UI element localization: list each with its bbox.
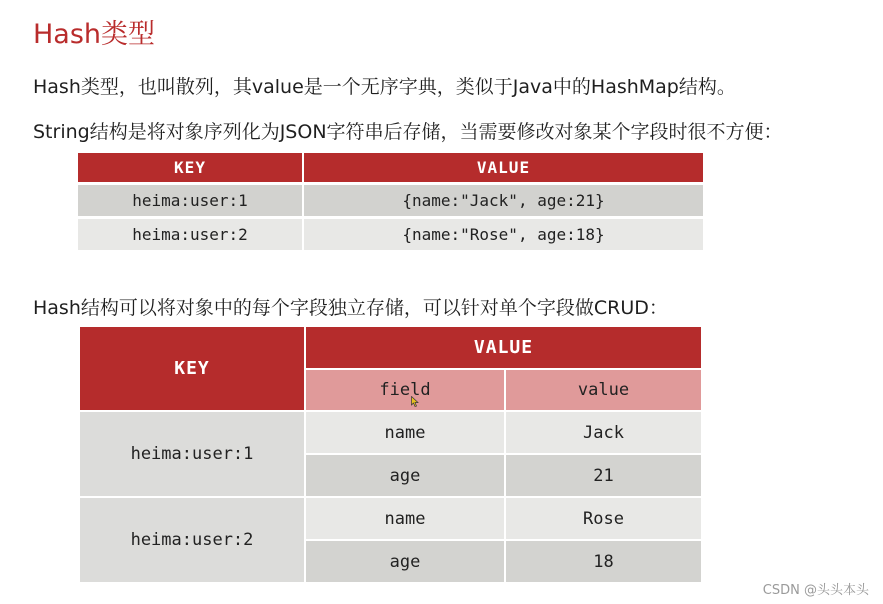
key-cell: heima:user:1 <box>79 411 305 497</box>
page-title: Hash类型 <box>33 19 156 50</box>
table-row <box>78 184 703 218</box>
value-header: VALUE <box>303 153 703 184</box>
field-cell: age <box>305 454 505 497</box>
value-cell: Jack <box>505 411 702 454</box>
field-subheader: field <box>305 369 505 411</box>
key-header: KEY <box>78 153 303 184</box>
hash-paragraph: Hash结构可以将对象中的每个字段独立存储，可以针对单个字段做CRUD： <box>33 297 668 319</box>
table-header-row <box>79 326 702 369</box>
table-row <box>79 411 702 454</box>
value-header: VALUE <box>305 326 702 369</box>
string-paragraph: String结构是将对象序列化为JSON字符串后存储，当需要修改对象某个字段时很不方便： <box>33 121 783 143</box>
value-cell: 21 <box>505 454 702 497</box>
value-cell: 18 <box>505 540 702 583</box>
value-cell: Rose <box>505 497 702 540</box>
value-subheader: value <box>505 369 702 411</box>
table-row <box>79 497 702 540</box>
string-structure-table <box>78 153 703 253</box>
key-cell: heima:user:2 <box>79 497 305 583</box>
table-header-row <box>78 153 703 184</box>
intro-paragraph: Hash类型，也叫散列，其value是一个无序字典，类似于Java中的HashMap结构。 <box>33 76 736 98</box>
key-cell: heima:user:1 <box>78 184 303 218</box>
value-cell: {name:"Jack", age:21} <box>303 184 703 218</box>
hash-structure-table <box>78 325 703 584</box>
key-cell: heima:user:2 <box>78 218 303 252</box>
watermark: CSDN @头头本头 <box>762 583 869 598</box>
table-row <box>78 218 703 252</box>
value-cell: {name:"Rose", age:18} <box>303 218 703 252</box>
field-cell: name <box>305 497 505 540</box>
field-cell: name <box>305 411 505 454</box>
field-cell: age <box>305 540 505 583</box>
mouse-cursor-icon <box>411 396 419 407</box>
key-header: KEY <box>79 326 305 411</box>
